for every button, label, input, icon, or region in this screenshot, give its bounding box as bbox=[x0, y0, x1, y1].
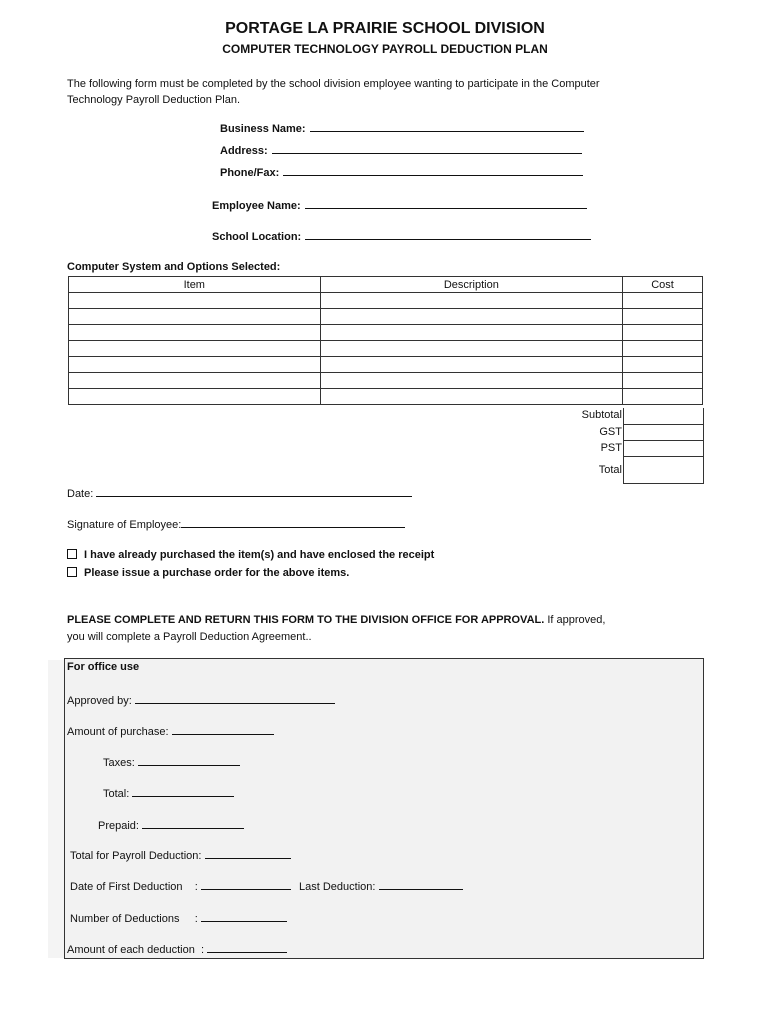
pst-box[interactable] bbox=[623, 440, 704, 457]
office-side-shade bbox=[48, 660, 64, 958]
address-label: Address: bbox=[220, 145, 268, 157]
item-cell[interactable] bbox=[69, 373, 321, 389]
total-label: Total bbox=[598, 464, 622, 476]
amount-of-purchase-label: Amount of purchase: bbox=[67, 726, 169, 738]
column-header-description: Description bbox=[320, 277, 623, 293]
gst-box[interactable] bbox=[623, 424, 704, 441]
item-cell[interactable] bbox=[69, 341, 321, 357]
last-deduction-field[interactable] bbox=[299, 879, 463, 893]
date-first-colon: : bbox=[194, 881, 198, 893]
notice-rest-text: If approved, bbox=[544, 614, 606, 626]
column-header-item: Item bbox=[69, 277, 321, 293]
item-cell[interactable] bbox=[69, 389, 321, 405]
purchase-order-checkbox[interactable] bbox=[67, 567, 77, 577]
description-cell[interactable] bbox=[320, 293, 623, 309]
items-section-label: Computer System and Options Selected: bbox=[67, 261, 281, 273]
date-line[interactable] bbox=[96, 486, 412, 497]
table-header-row bbox=[69, 277, 703, 293]
return-notice bbox=[67, 612, 667, 646]
table-row bbox=[69, 309, 703, 325]
number-deductions-colon: : bbox=[194, 913, 198, 925]
gst-label: GST bbox=[599, 426, 622, 438]
purchased-checkbox-label: I have already purchased the item(s) and have enclosed the receipt bbox=[84, 549, 435, 561]
office-total-field[interactable] bbox=[103, 786, 234, 800]
last-deduction-line[interactable] bbox=[379, 879, 463, 890]
employee-name-line[interactable] bbox=[305, 198, 587, 209]
description-cell[interactable] bbox=[320, 373, 623, 389]
office-total-line[interactable] bbox=[132, 786, 234, 797]
description-cell[interactable] bbox=[320, 389, 623, 405]
purchase-order-checkbox-row[interactable] bbox=[67, 567, 349, 579]
pst-label: PST bbox=[600, 442, 622, 454]
subtotal-label: Subtotal bbox=[581, 409, 622, 421]
table-row bbox=[69, 293, 703, 309]
cost-cell[interactable] bbox=[623, 357, 703, 373]
taxes-field[interactable] bbox=[103, 755, 240, 769]
employee-name-label: Employee Name: bbox=[212, 200, 301, 212]
item-cell[interactable] bbox=[69, 357, 321, 373]
number-deductions-field[interactable] bbox=[70, 911, 287, 925]
last-deduction-label: Last Deduction: bbox=[299, 881, 376, 893]
description-cell[interactable] bbox=[320, 309, 623, 325]
date-field[interactable] bbox=[67, 486, 412, 500]
office-total-label: Total: bbox=[103, 788, 130, 800]
amount-of-purchase-line[interactable] bbox=[172, 724, 274, 735]
description-cell[interactable] bbox=[320, 341, 623, 357]
table-row bbox=[69, 389, 703, 405]
phone-fax-label: Phone/Fax: bbox=[220, 167, 280, 179]
cost-cell[interactable] bbox=[623, 373, 703, 389]
amount-each-deduction-line[interactable] bbox=[207, 942, 287, 953]
phone-fax-line[interactable] bbox=[283, 165, 583, 176]
intro-line-2: Technology Payroll Deduction Plan. bbox=[67, 94, 241, 106]
date-first-deduction-label: Date of First Deduction bbox=[70, 881, 183, 893]
address-field[interactable] bbox=[220, 143, 582, 157]
approved-by-line[interactable] bbox=[135, 693, 335, 704]
intro-text bbox=[67, 76, 667, 108]
form-title: PORTAGE LA PRAIRIE SCHOOL DIVISION bbox=[225, 20, 545, 37]
school-location-label: School Location: bbox=[212, 231, 302, 243]
table-row bbox=[69, 373, 703, 389]
cost-cell[interactable] bbox=[623, 309, 703, 325]
description-cell[interactable] bbox=[320, 325, 623, 341]
number-deductions-line[interactable] bbox=[201, 911, 287, 922]
school-location-field[interactable] bbox=[212, 229, 591, 243]
cost-cell[interactable] bbox=[623, 389, 703, 405]
amount-of-purchase-field[interactable] bbox=[67, 724, 274, 738]
intro-line-1: The following form must be completed by the school division employee wanting to participate in the Computer bbox=[67, 78, 600, 90]
business-name-line[interactable] bbox=[310, 121, 584, 132]
item-cell[interactable] bbox=[69, 293, 321, 309]
total-box[interactable] bbox=[623, 456, 704, 484]
prepaid-label: Prepaid: bbox=[98, 820, 139, 832]
table-row bbox=[69, 341, 703, 357]
table-row bbox=[69, 357, 703, 373]
total-payroll-line[interactable] bbox=[205, 848, 291, 859]
address-line[interactable] bbox=[272, 143, 582, 154]
notice-line-2: you will complete a Payroll Deduction Agreement.. bbox=[67, 631, 312, 643]
form-subtitle: COMPUTER TECHNOLOGY PAYROLL DEDUCTION PLAN bbox=[222, 42, 548, 56]
total-payroll-field[interactable] bbox=[70, 848, 291, 862]
signature-label: Signature of Employee: bbox=[67, 519, 182, 531]
purchase-order-checkbox-label: Please issue a purchase order for the above items. bbox=[84, 567, 350, 579]
total-payroll-label: Total for Payroll Deduction: bbox=[70, 850, 202, 862]
signature-field[interactable] bbox=[67, 517, 405, 531]
date-first-deduction-line[interactable] bbox=[201, 879, 291, 890]
employee-name-field[interactable] bbox=[212, 198, 587, 212]
school-location-line[interactable] bbox=[305, 229, 591, 240]
subtotal-box[interactable] bbox=[623, 408, 704, 425]
amount-each-colon: : bbox=[200, 944, 204, 956]
office-use-heading: For office use bbox=[67, 661, 140, 673]
amount-each-deduction-field[interactable] bbox=[67, 942, 287, 956]
notice-bold-text: PLEASE COMPLETE AND RETURN THIS FORM TO THE DIVISION OFFICE FOR APPROVAL. bbox=[67, 614, 545, 626]
prepaid-line[interactable] bbox=[142, 818, 244, 829]
taxes-line[interactable] bbox=[138, 755, 240, 766]
cost-cell[interactable] bbox=[623, 293, 703, 309]
taxes-label: Taxes: bbox=[103, 757, 135, 769]
cost-cell[interactable] bbox=[623, 341, 703, 357]
date-label: Date: bbox=[67, 488, 94, 500]
approved-by-field[interactable] bbox=[67, 693, 335, 707]
date-first-deduction-field[interactable] bbox=[70, 879, 291, 893]
number-deductions-label: Number of Deductions bbox=[70, 913, 180, 925]
approved-by-label: Approved by: bbox=[67, 695, 132, 707]
business-name-field[interactable] bbox=[220, 121, 584, 135]
description-cell[interactable] bbox=[320, 357, 623, 373]
table-row bbox=[69, 325, 703, 341]
purchased-checkbox[interactable] bbox=[67, 549, 77, 559]
items-table bbox=[68, 276, 703, 405]
amount-each-deduction-label: Amount of each deduction bbox=[67, 944, 195, 956]
notice-line-1 bbox=[67, 612, 667, 629]
prepaid-field[interactable] bbox=[98, 818, 244, 832]
item-cell[interactable] bbox=[69, 325, 321, 341]
item-cell[interactable] bbox=[69, 309, 321, 325]
column-header-cost: Cost bbox=[623, 277, 703, 293]
signature-line[interactable] bbox=[181, 517, 405, 528]
phone-fax-field[interactable] bbox=[220, 165, 583, 179]
cost-cell[interactable] bbox=[623, 325, 703, 341]
business-name-label: Business Name: bbox=[220, 123, 306, 135]
purchased-checkbox-row[interactable] bbox=[67, 549, 434, 561]
